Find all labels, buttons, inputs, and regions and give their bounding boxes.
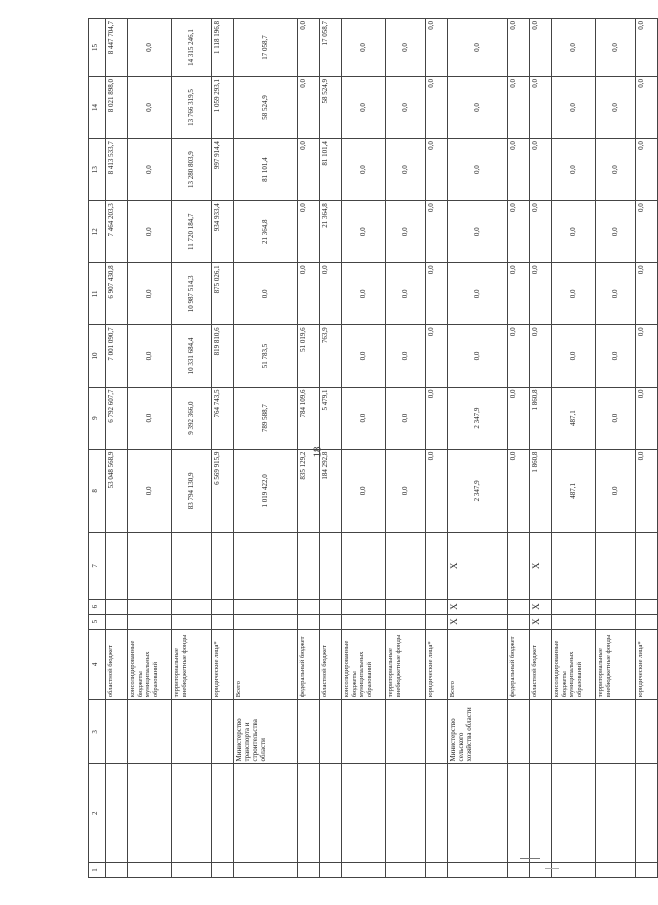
- cell-col6: Х: [530, 599, 552, 614]
- value-cell: 0,0: [386, 263, 426, 325]
- table-row: [530, 19, 552, 878]
- column-header: 8: [89, 449, 106, 533]
- funding-source-cell: юридические лица*: [636, 629, 658, 700]
- value-cell: 2 347,9: [448, 449, 508, 533]
- cell-col2: [128, 764, 172, 863]
- cell-col6: [128, 599, 172, 614]
- cell-col1: [298, 863, 320, 878]
- value-cell: 0,0: [386, 387, 426, 449]
- cell-col2: [106, 764, 128, 863]
- value-cell: 14 315 246,1: [172, 19, 212, 77]
- value-cell: 6 569 915,9: [212, 449, 234, 533]
- value-cell: 0,0: [596, 201, 636, 263]
- table-row: [320, 19, 342, 878]
- value-cell: 1 059 293,1: [212, 76, 234, 138]
- org-cell: [552, 700, 596, 764]
- value-cell: 784 109,6: [298, 387, 320, 449]
- column-header: 9: [89, 387, 106, 449]
- cell-col6: [212, 599, 234, 614]
- column-header: 13: [89, 139, 106, 201]
- funding-source-cell: областной бюджет: [106, 629, 128, 700]
- value-cell: 184 292,8: [320, 449, 342, 533]
- value-cell: 0,0: [552, 325, 596, 387]
- cell-col2: [508, 764, 530, 863]
- value-cell: 0,0: [128, 76, 172, 138]
- value-cell: 0,0: [448, 19, 508, 77]
- cell-col1: [552, 863, 596, 878]
- cell-col5: Х: [530, 614, 552, 629]
- value-cell: 0,0: [128, 325, 172, 387]
- cell-col7: [342, 533, 386, 599]
- org-cell: Министерство транспорта и строительства области: [234, 700, 298, 764]
- value-cell: 0,0: [128, 139, 172, 201]
- value-cell: 0,0: [448, 325, 508, 387]
- value-cell: 0,0: [386, 19, 426, 77]
- cell-col5: [106, 614, 128, 629]
- cell-col7: [552, 533, 596, 599]
- value-cell: 58 524,9: [234, 76, 298, 138]
- value-cell: 1 019 422,0: [234, 449, 298, 533]
- value-cell: 0,0: [426, 325, 448, 387]
- cell-col6: [342, 599, 386, 614]
- org-cell: [530, 700, 552, 764]
- value-cell: 0,0: [552, 263, 596, 325]
- value-cell: 0,0: [596, 325, 636, 387]
- column-header: 5: [89, 614, 106, 629]
- value-cell: 0,0: [386, 449, 426, 533]
- value-cell: 7 464 203,3: [106, 201, 128, 263]
- value-cell: 0,0: [426, 387, 448, 449]
- column-header: 1: [89, 863, 106, 878]
- value-cell: 487,1: [552, 387, 596, 449]
- value-cell: 6 792 607,7: [106, 387, 128, 449]
- cell-col6: [386, 599, 426, 614]
- value-cell: 875 026,1: [212, 263, 234, 325]
- cell-col2: [448, 764, 508, 863]
- value-cell: 0,0: [508, 387, 530, 449]
- value-cell: 8 447 704,7: [106, 19, 128, 77]
- cell-col6: [234, 599, 298, 614]
- value-cell: 0,0: [530, 76, 552, 138]
- table-row: [636, 19, 658, 878]
- value-cell: 17 058,7: [234, 19, 298, 77]
- cell-col6: [508, 599, 530, 614]
- cell-col2: [636, 764, 658, 863]
- value-cell: 0,0: [342, 139, 386, 201]
- value-cell: 0,0: [342, 19, 386, 77]
- cell-col6: [298, 599, 320, 614]
- value-cell: 0,0: [596, 76, 636, 138]
- value-cell: 8 021 898,0: [106, 76, 128, 138]
- value-cell: 51 019,6: [298, 325, 320, 387]
- table-row: [596, 19, 636, 878]
- value-cell: 1 860,8: [530, 387, 552, 449]
- value-cell: 0,0: [552, 139, 596, 201]
- value-cell: 0,0: [426, 139, 448, 201]
- value-cell: 0,0: [342, 201, 386, 263]
- column-header: 7: [89, 533, 106, 599]
- funding-source-cell: Всего: [448, 629, 508, 700]
- value-cell: 0,0: [298, 19, 320, 77]
- value-cell: 0,0: [596, 387, 636, 449]
- org-cell: [128, 700, 172, 764]
- value-cell: 6 907 430,8: [106, 263, 128, 325]
- header-row: [89, 19, 106, 878]
- cell-col7: [298, 533, 320, 599]
- value-cell: 0,0: [128, 449, 172, 533]
- value-cell: 0,0: [128, 263, 172, 325]
- value-cell: 0,0: [386, 201, 426, 263]
- cell-col6: [320, 599, 342, 614]
- cell-col6: [426, 599, 448, 614]
- cell-col7: [106, 533, 128, 599]
- value-cell: 997 914,4: [212, 139, 234, 201]
- cell-col1: [234, 863, 298, 878]
- cell-col6: [106, 599, 128, 614]
- cell-col5: [320, 614, 342, 629]
- value-cell: 0,0: [636, 76, 658, 138]
- value-cell: 0,0: [448, 76, 508, 138]
- org-cell: [106, 700, 128, 764]
- table-row: [386, 19, 426, 878]
- cell-col1: [636, 863, 658, 878]
- cell-col1: [342, 863, 386, 878]
- cell-col5: [426, 614, 448, 629]
- org-cell: [298, 700, 320, 764]
- org-cell: [320, 700, 342, 764]
- value-cell: 81 101,4: [234, 139, 298, 201]
- funding-source-cell: консолидированные бюджеты муниципальных образований: [128, 629, 172, 700]
- cell-col5: [386, 614, 426, 629]
- funding-source-cell: областной бюджет: [530, 629, 552, 700]
- cell-col7: [426, 533, 448, 599]
- value-cell: 0,0: [128, 201, 172, 263]
- cell-col1: [320, 863, 342, 878]
- value-cell: 0,0: [342, 76, 386, 138]
- org-cell: [426, 700, 448, 764]
- table-row: [448, 19, 508, 878]
- cell-col2: [172, 764, 212, 863]
- cell-col2: [426, 764, 448, 863]
- cell-col7: [508, 533, 530, 599]
- value-cell: 53 048 568,9: [106, 449, 128, 533]
- cell-col6: Х: [448, 599, 508, 614]
- value-cell: 0,0: [448, 139, 508, 201]
- cell-col6: [596, 599, 636, 614]
- value-cell: 934 933,4: [212, 201, 234, 263]
- value-cell: 0,0: [508, 76, 530, 138]
- funding-source-cell: юридические лица*: [426, 629, 448, 700]
- value-cell: 0,0: [552, 76, 596, 138]
- value-cell: 0,0: [128, 19, 172, 77]
- cell-col7: [128, 533, 172, 599]
- value-cell: 0,0: [448, 263, 508, 325]
- funding-source-cell: Всего: [234, 629, 298, 700]
- value-cell: 0,0: [530, 201, 552, 263]
- value-cell: 0,0: [636, 19, 658, 77]
- cell-col5: [636, 614, 658, 629]
- value-cell: 0,0: [342, 449, 386, 533]
- value-cell: 81 101,4: [320, 139, 342, 201]
- value-cell: 0,0: [508, 449, 530, 533]
- scan-mark: [545, 868, 559, 869]
- value-cell: 0,0: [426, 19, 448, 77]
- org-cell: [342, 700, 386, 764]
- value-cell: 487,1: [552, 449, 596, 533]
- cell-col7: Х: [448, 533, 508, 599]
- value-cell: 0,0: [298, 263, 320, 325]
- cell-col2: [234, 764, 298, 863]
- cell-col1: [530, 863, 552, 878]
- value-cell: 51 783,5: [234, 325, 298, 387]
- value-cell: 0,0: [530, 19, 552, 77]
- value-cell: 10 331 684,4: [172, 325, 212, 387]
- value-cell: 13 280 803,9: [172, 139, 212, 201]
- value-cell: 21 364,8: [320, 201, 342, 263]
- value-cell: 1 860,8: [530, 449, 552, 533]
- value-cell: 83 794 130,9: [172, 449, 212, 533]
- value-cell: 2 347,9: [448, 387, 508, 449]
- cell-col7: [596, 533, 636, 599]
- value-cell: 21 364,8: [234, 201, 298, 263]
- value-cell: 763,9: [320, 325, 342, 387]
- value-cell: 0,0: [426, 76, 448, 138]
- cell-col2: [530, 764, 552, 863]
- value-cell: 0,0: [636, 449, 658, 533]
- table-row: [508, 19, 530, 878]
- cell-col1: [426, 863, 448, 878]
- value-cell: 0,0: [128, 387, 172, 449]
- cell-col1: [172, 863, 212, 878]
- value-cell: 0,0: [234, 263, 298, 325]
- cell-col2: [596, 764, 636, 863]
- value-cell: 0,0: [508, 325, 530, 387]
- value-cell: 0,0: [426, 201, 448, 263]
- value-cell: 0,0: [508, 263, 530, 325]
- value-cell: 0,0: [342, 263, 386, 325]
- value-cell: 0,0: [530, 139, 552, 201]
- value-cell: 0,0: [552, 19, 596, 77]
- value-cell: 11 720 184,7: [172, 201, 212, 263]
- value-cell: 0,0: [596, 19, 636, 77]
- funding-source-cell: консолидированные бюджеты муниципальных образований: [342, 629, 386, 700]
- column-header: 10: [89, 325, 106, 387]
- table-row: [298, 19, 320, 878]
- cell-col5: [342, 614, 386, 629]
- value-cell: 0,0: [426, 449, 448, 533]
- cell-col6: [172, 599, 212, 614]
- cell-col1: [386, 863, 426, 878]
- cell-col5: [552, 614, 596, 629]
- value-cell: 0,0: [636, 139, 658, 201]
- cell-col5: [234, 614, 298, 629]
- page-number: 18: [311, 446, 324, 458]
- value-cell: 0,0: [530, 263, 552, 325]
- org-cell: [508, 700, 530, 764]
- table-row: [552, 19, 596, 878]
- cell-col1: [128, 863, 172, 878]
- value-cell: 0,0: [508, 201, 530, 263]
- table-row: [128, 19, 172, 878]
- org-cell: [596, 700, 636, 764]
- org-cell: [172, 700, 212, 764]
- value-cell: 819 810,6: [212, 325, 234, 387]
- org-cell: Министерство сельского хозяйства области: [448, 700, 508, 764]
- cell-col5: [172, 614, 212, 629]
- value-cell: 0,0: [636, 387, 658, 449]
- funding-source-cell: юридические лица*: [212, 629, 234, 700]
- table-row: [342, 19, 386, 878]
- funding-source-cell: федеральный бюджет: [298, 629, 320, 700]
- cell-col7: [320, 533, 342, 599]
- cell-col2: [552, 764, 596, 863]
- cell-col7: [386, 533, 426, 599]
- budget-table-rotated: [88, 18, 645, 878]
- value-cell: 0,0: [636, 263, 658, 325]
- value-cell: 0,0: [596, 263, 636, 325]
- value-cell: 0,0: [298, 76, 320, 138]
- cell-col1: [106, 863, 128, 878]
- value-cell: 835 129,2: [298, 449, 320, 533]
- cell-col2: [320, 764, 342, 863]
- column-header: 12: [89, 201, 106, 263]
- org-cell: [386, 700, 426, 764]
- column-header: 4: [89, 629, 106, 700]
- org-cell: [212, 700, 234, 764]
- cell-col2: [212, 764, 234, 863]
- value-cell: 0,0: [320, 263, 342, 325]
- column-header: 15: [89, 19, 106, 77]
- value-cell: 0,0: [342, 387, 386, 449]
- table-row: [212, 19, 234, 878]
- column-header: 14: [89, 76, 106, 138]
- org-cell: [636, 700, 658, 764]
- value-cell: 0,0: [596, 449, 636, 533]
- value-cell: 10 987 514,3: [172, 263, 212, 325]
- funding-source-cell: территориальные внебюджетные фонды: [386, 629, 426, 700]
- value-cell: 13 766 319,5: [172, 76, 212, 138]
- cell-col6: [552, 599, 596, 614]
- funding-source-cell: областной бюджет: [320, 629, 342, 700]
- column-header: 3: [89, 700, 106, 764]
- value-cell: 1 118 196,8: [212, 19, 234, 77]
- value-cell: 0,0: [508, 139, 530, 201]
- table-row: [106, 19, 128, 878]
- funding-source-cell: консолидированные бюджеты муниципальных образований: [552, 629, 596, 700]
- value-cell: 0,0: [298, 201, 320, 263]
- value-cell: 58 524,9: [320, 76, 342, 138]
- table-row: [234, 19, 298, 878]
- value-cell: 0,0: [298, 139, 320, 201]
- value-cell: 5 479,1: [320, 387, 342, 449]
- cell-col5: [298, 614, 320, 629]
- value-cell: 8 413 533,7: [106, 139, 128, 201]
- cell-col7: Х: [530, 533, 552, 599]
- cell-col5: [596, 614, 636, 629]
- value-cell: 789 588,7: [234, 387, 298, 449]
- funding-source-cell: территориальные внебюджетные фонды: [172, 629, 212, 700]
- cell-col7: [172, 533, 212, 599]
- cell-col5: Х: [448, 614, 508, 629]
- cell-col7: [234, 533, 298, 599]
- value-cell: 7 001 090,7: [106, 325, 128, 387]
- cell-col2: [298, 764, 320, 863]
- value-cell: 0,0: [552, 201, 596, 263]
- cell-col1: [448, 863, 508, 878]
- cell-col1: [212, 863, 234, 878]
- column-header: 2: [89, 764, 106, 863]
- table-row: [426, 19, 448, 878]
- value-cell: 0,0: [636, 325, 658, 387]
- value-cell: 0,0: [386, 76, 426, 138]
- scan-mark: [520, 858, 540, 859]
- value-cell: 0,0: [386, 325, 426, 387]
- cell-col5: [508, 614, 530, 629]
- cell-col5: [128, 614, 172, 629]
- value-cell: 17 058,7: [320, 19, 342, 77]
- value-cell: 0,0: [508, 19, 530, 77]
- funding-source-cell: территориальные внебюджетные фонды: [596, 629, 636, 700]
- value-cell: 0,0: [386, 139, 426, 201]
- value-cell: 0,0: [426, 263, 448, 325]
- value-cell: 764 743,5: [212, 387, 234, 449]
- budget-table: [88, 18, 658, 878]
- value-cell: 0,0: [448, 201, 508, 263]
- cell-col2: [386, 764, 426, 863]
- cell-col7: [212, 533, 234, 599]
- cell-col7: [636, 533, 658, 599]
- cell-col1: [508, 863, 530, 878]
- table-row: [172, 19, 212, 878]
- value-cell: 0,0: [530, 325, 552, 387]
- column-header: 11: [89, 263, 106, 325]
- value-cell: 9 392 366,0: [172, 387, 212, 449]
- funding-source-cell: федеральный бюджет: [508, 629, 530, 700]
- value-cell: 0,0: [636, 201, 658, 263]
- cell-col2: [342, 764, 386, 863]
- cell-col5: [212, 614, 234, 629]
- cell-col1: [596, 863, 636, 878]
- cell-col6: [636, 599, 658, 614]
- value-cell: 0,0: [342, 325, 386, 387]
- value-cell: 0,0: [596, 139, 636, 201]
- column-header: 6: [89, 599, 106, 614]
